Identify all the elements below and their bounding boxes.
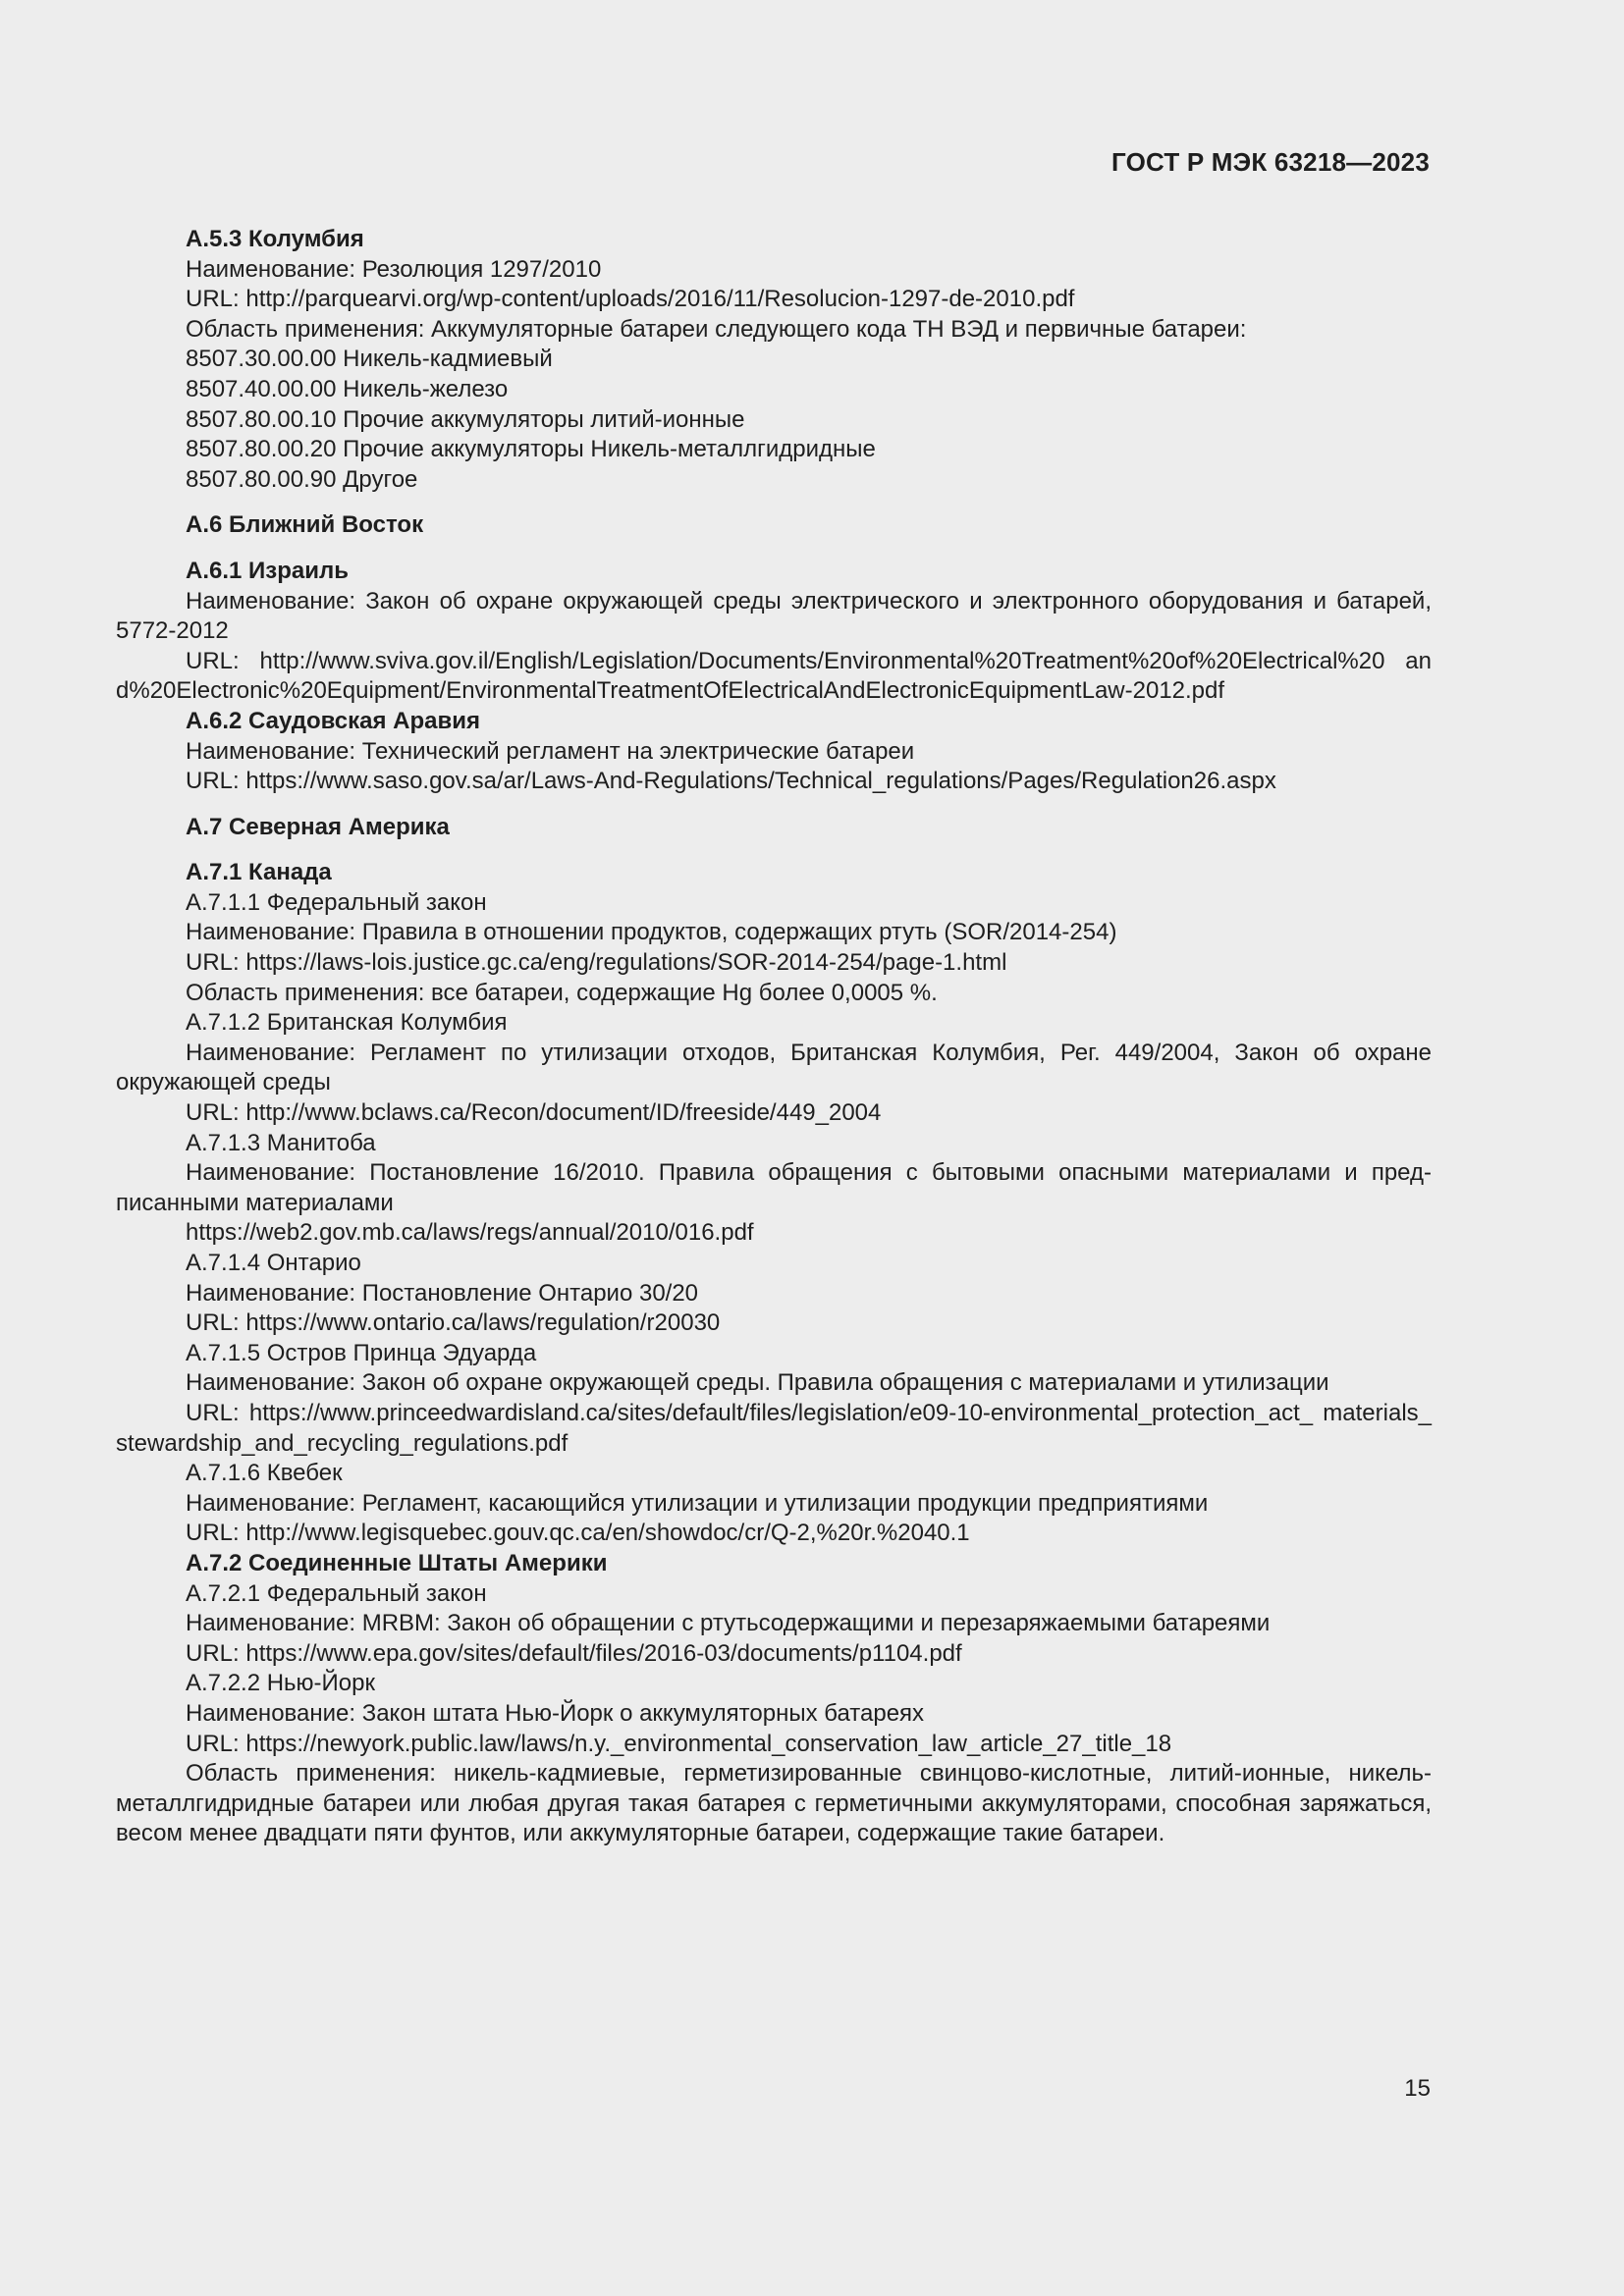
- text-line: Наименование: Закон об охране окружающей среды электрического и электронного оборудования и батарей, 5772-2012: [116, 587, 1432, 645]
- text-line: Область применения: все батареи, содержащие Hg более 0,0005 %.: [186, 979, 938, 1006]
- subsection-title: А.7.1.6 Квебек: [186, 1460, 343, 1487]
- text-line: Наименование: Постановление 16/2010. Правила обращения с бытовыми опасными материалами и предписанными материалами: [116, 1159, 1432, 1216]
- text-line: Наименование: Закон штата Нью-Йорк о аккумуляторных батареях: [186, 1699, 925, 1727]
- section-heading: А.7.2 Соединенные Штаты Америки: [186, 1549, 608, 1576]
- subsection-title: А.7.1.1 Федеральный закон: [186, 888, 487, 916]
- text-line: Наименование: Постановление Онтарио 30/20: [186, 1279, 699, 1307]
- section-heading: А.7 Северная Америка: [186, 813, 450, 840]
- page-number: 15: [1404, 2075, 1431, 2102]
- section-heading: А.6.1 Израиль: [186, 557, 349, 584]
- section-heading: А.7.1 Канада: [186, 859, 332, 886]
- url-line: URL: https://www.epa.gov/sites/default/files/2016-03/documents/p1104.pdf: [186, 1639, 962, 1667]
- url-line: https://web2.gov.mb.ca/laws/regs/annual/2010/016.pdf: [186, 1219, 754, 1247]
- subsection-title: А.7.1.3 Манитоба: [186, 1129, 376, 1156]
- url-line: URL: https://www.saso.gov.sa/ar/Laws-And-Regulations/Technical_regulations/Pages/Regulation26.aspx: [186, 768, 1276, 795]
- subsection-title: А.7.1.4 Онтарио: [186, 1250, 361, 1276]
- subsection-title: А.7.1.5 Остров Принца Эдуарда: [186, 1339, 537, 1366]
- subsection-title: А.7.1.2 Британская Колумбия: [186, 1009, 508, 1037]
- url-line: URL: http://www.sviva.gov.il/English/Legislation/Documents/Environmental%20Treatment%20of%20Electrical%20 and%20Electronic%20Equipment/EnvironmentalTreatmentOfElectricalAndElectronicEquipmentLaw-2012.pdf: [116, 647, 1432, 705]
- text-line: Наименование: Технический регламент на электрические батареи: [186, 737, 915, 765]
- text-line: Область применения: никель-кадмиевые, герметизированные свинцово-кислотные, литий-ионные, никель-металлгидридные батареи или любая другая такая батарея с герметичными аккумуляторами, способная заряжаться, весом менее двадцати пяти фунтов, или аккумуляторные батареи, содержащие такие батареи.: [116, 1760, 1432, 1847]
- text-line: Наименование: Правила в отношении продуктов, содержащих ртуть (SOR/2014-254): [186, 919, 1117, 946]
- document-body: [116, 225, 1432, 1849]
- url-line: URL: https://newyork.public.law/laws/n.y._environmental_conservation_law_article_27_title_18: [186, 1730, 1172, 1757]
- url-line: URL: https://www.princeedwardisland.ca/sites/default/files/legislation/e09-10-environmental_protection_act_ materials_stewardship_and_recycling_regulations.pdf: [116, 1399, 1432, 1457]
- url-line: URL: https://laws-lois.justice.gc.ca/eng/regulations/SOR-2014-254/page-1.html: [186, 949, 1007, 977]
- text-line: 8507.80.00.20 Прочие аккумуляторы Никель-металлгидридные: [186, 436, 876, 463]
- url-line: URL: http://www.legisquebec.gouv.qc.ca/en/showdoc/cr/Q-2,%20r.%2040.1: [186, 1520, 970, 1547]
- url-line: URL: http://www.bclaws.ca/Recon/document/ID/freeside/449_2004: [186, 1099, 882, 1127]
- url-line: URL: http://parquearvi.org/wp-content/uploads/2016/11/Resolucion-1297-de-2010.pdf: [186, 286, 1075, 313]
- text-line: Наименование: Регламент, касающийся утилизации и утилизации продукции предприятиями: [186, 1489, 1209, 1517]
- section-heading: А.6.2 Саудовская Аравия: [186, 707, 481, 734]
- text-line: Наименование: Регламент по утилизации отходов, Британская Колумбия, Рег. 449/2004, Закон об охране окружающей среды: [116, 1039, 1432, 1096]
- subsection-title: А.7.2.2 Нью-Йорк: [186, 1670, 375, 1697]
- url-line: URL: https://www.ontario.ca/laws/regulation/r20030: [186, 1309, 721, 1337]
- text-line: 8507.80.00.90 Другое: [186, 465, 418, 493]
- text-line: 8507.30.00.00 Никель-кадмиевый: [186, 346, 553, 373]
- text-line: Наименование: Резолюция 1297/2010: [186, 255, 602, 283]
- text-line: 8507.40.00.00 Никель-железо: [186, 375, 509, 402]
- document-designation: ГОСТ Р МЭК 63218—2023: [1110, 147, 1430, 177]
- text-line: Наименование: MRBM: Закон об обращении с ртутьсодержащими и перезаряжаемыми батареями: [186, 1610, 1271, 1637]
- subsection-title: А.7.2.1 Федеральный закон: [186, 1579, 487, 1607]
- text-line: 8507.80.00.10 Прочие аккумуляторы литий-ионные: [186, 405, 745, 433]
- section-heading: А.5.3 Колумбия: [186, 226, 364, 252]
- text-line: Область применения: Аккумуляторные батареи следующего кода ТН ВЭД и первичные батареи:: [186, 315, 1247, 343]
- text-line: Наименование: Закон об охране окружающей среды. Правила обращения с материалами и утилизации: [186, 1369, 1329, 1397]
- section-heading: А.6 Ближний Восток: [186, 511, 424, 539]
